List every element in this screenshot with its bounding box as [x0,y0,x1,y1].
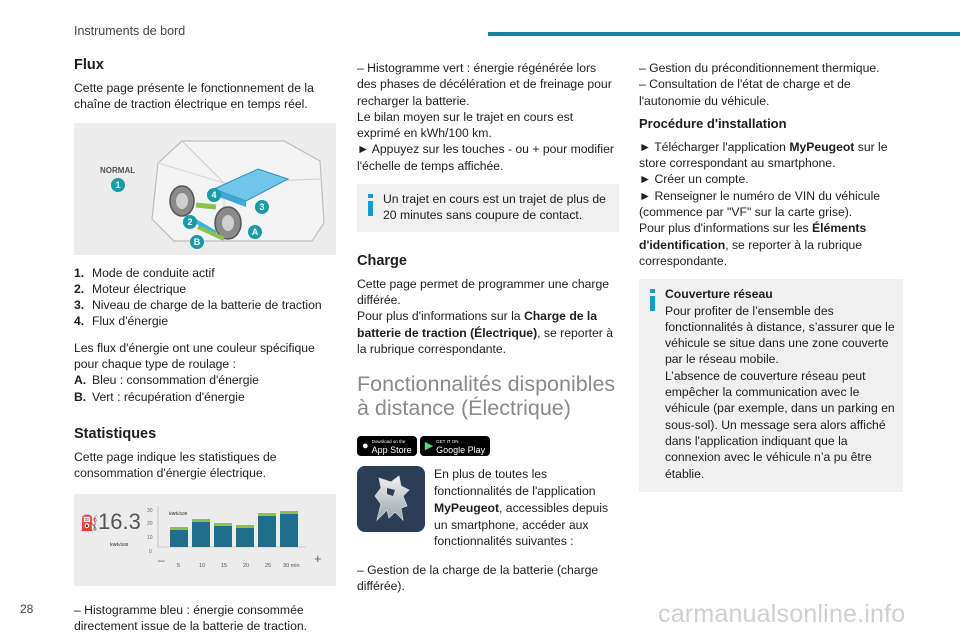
x-tick: 25 [265,562,272,569]
apple-icon: ● [362,440,369,452]
column-1 [74,56,336,634]
y-tick: 10 [147,534,153,541]
play-icon: ▶ [424,440,434,452]
gestion-charge-text: – Gestion de la charge de la batterie (charge différée). [357,563,599,594]
store-badges [357,436,619,456]
list-item: A. Bleu : consommation d'énergie [74,373,259,388]
color-legend [74,372,336,405]
y-tick: 20 [147,520,153,527]
charge-text: Cette page permet de programmer une charge différée. [357,276,610,307]
stats-icon: ⛽ [80,514,99,532]
ident-text: Pour plus d'informations sur les Éléments d'identification, se reporter à la rubrique correspondante. [639,221,867,268]
y-tick: 30 [147,507,153,514]
info-note-text: Un trajet en cours est un trajet de plus de 20 minutes sans coupure de contact. [383,192,606,223]
flux-colors-text: Les flux d'énergie ont une couleur spécifique pour chaque type de roulage : [74,340,315,372]
network-note-p2: L’absence de couverture réseau peut empêcher la communication avec le véhicule (par exemple, dans un parking en sous-sol). Un message sera alors affiché dans l'application indiquant que la connexion avec le véhicule n’a pu être établie. [665,368,895,481]
y-axis-unit: kWh/100 [169,510,188,516]
peugeot-lion-logo [357,466,425,532]
x-tick: 20 [243,562,250,569]
install-heading: Procédure d'installation [639,115,787,131]
precond-text: – Gestion du préconditionnement thermique. [639,61,880,75]
watermark: carmanualsonline.info [658,600,906,628]
y-tick: 0 [149,548,152,555]
x-tick: 5 [177,562,181,569]
x-tick: 30 min [283,562,300,569]
stats-heading: Statistiques [74,425,157,442]
info-icon [647,286,661,482]
marker-1: 1 [111,178,125,192]
minus-icon: – [158,552,165,567]
network-note [639,279,903,492]
stats-text: Cette page indique les statistiques de consommation d'énergie électrique. [74,449,277,481]
section-title: Fonctionnalités disponibles à distance (Électrique) [357,372,616,420]
marker-4: 4 [207,188,221,202]
x-tick: 10 [199,562,206,569]
stats-illustration [74,494,336,586]
flux-text: Cette page présente le fonctionnement de la chaîne de traction électrique en temps réel. [74,81,314,112]
marker-B: B [190,235,204,249]
google-play-badge[interactable]: ▶ GET IT ON Google Play [420,436,491,456]
column-3 [639,60,903,492]
list-item: B. Vert : récupération d'énergie [74,389,245,404]
app-intro [357,466,619,550]
marker-A: A [248,225,262,239]
blue-histogram-text: – Histogramme bleu : énergie consommée directement issue de la batterie de traction. [74,602,308,633]
network-note-p1: Pour profiter de l’ensemble des fonctionnalités à distance, s’assurer que le véhicule se situe dans une zone couverte par le réseau mobile. [665,303,895,367]
flux-illustration [74,123,336,255]
list-item: 1. Mode de conduite actif [74,265,215,280]
stats-value: 16.3 [98,508,141,534]
install-step-1: ► Télécharger l'application MyPeugeot sur le store correspondant au smartphone. [639,139,888,171]
info-note [357,184,619,232]
appuyer-text: ► Appuyez sur les touches - ou + pour modifier l'échelle de temps affichée. [357,142,614,173]
driving-mode-label: NORMAL [100,165,136,175]
green-histogram-text: – Histogramme vert : énergie régénérée lors des phases de décélération et de freinage pour recharger la batterie. [357,61,612,108]
marker-2: 2 [183,215,197,229]
app-store-badge[interactable]: ● Download on the App Store [357,436,417,456]
info-icon [365,191,379,224]
page-header-title: Instruments de bord [74,24,186,38]
header-accent-bar [488,32,960,36]
column-2 [357,60,619,595]
network-note-title: Couverture réseau [665,287,773,302]
list-item: 2. Moteur électrique [74,281,187,296]
install-step-2: ► Créer un compte. [639,172,749,187]
lion-icon [357,466,425,532]
consultation-text: – Consultation de l'état de charge et de l'autonomie du véhicule. [639,77,851,108]
list-item: 4. Flux d'énergie [74,314,169,329]
install-step-3: ► Renseigner le numéro de VIN du véhicule (commence par "VF" sur la carte grise). [639,188,881,220]
x-tick: 15 [221,562,228,569]
plus-icon: + [314,550,322,566]
marker-3: 3 [255,200,269,214]
flux-heading: Flux [74,57,104,73]
charge-heading: Charge [357,252,407,269]
stats-unit: kWh/100 [110,541,129,547]
component-legend [74,265,336,330]
app-intro-text: En plus de toutes les fonctionnalités de l'application MyPeugeot, accessibles depuis un smartphone, accéder aux fonctionnalités suivantes : [434,467,609,549]
page-number: 28 [20,602,34,616]
charge-more-text: Pour plus d'informations sur la Charge de la batterie de traction (Électrique), se reporter à la rubrique correspondante. [357,309,614,356]
bilan-text: Le bilan moyen sur le trajet en cours est exprimé en kWh/100 km. [357,109,574,141]
list-item: 3. Niveau de charge de la batterie de traction [74,298,322,313]
